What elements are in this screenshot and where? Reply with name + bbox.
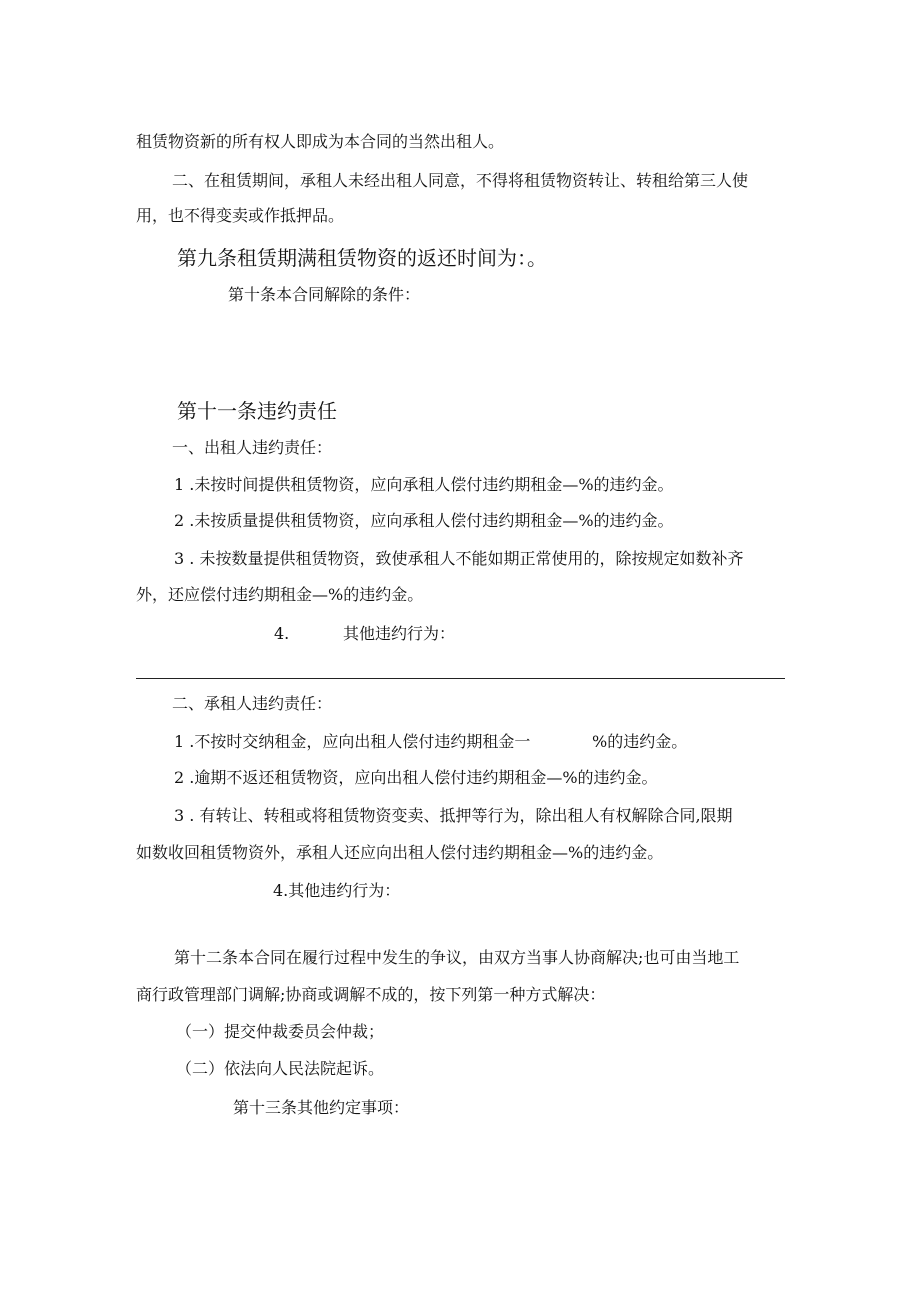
- dispute-option-1: （一）提交仲裁委员会仲裁；: [176, 1022, 385, 1041]
- lessee-item-1-part-2: %的违约金。: [592, 732, 688, 751]
- lessee-item-4: 4.其他违约行为：: [273, 881, 401, 900]
- lessee-item-3-line-1: 3 . 有转让、转租或将租赁物资变卖、抵押等行为，除出租人有权解除合同,限期: [174, 806, 733, 825]
- lessor-liability-heading: 一、出租人违约责任：: [172, 438, 333, 457]
- lessee-item-1-part-1: 1 .不按时交纳租金，应向出租人偿付违约期租金一: [174, 732, 531, 751]
- lessee-item-2: 2 .逾期不返还租赁物资，应向出租人偿付违约期租金—%的违约金。: [174, 768, 658, 787]
- paragraph-sublease-line-2: 用，也不得变卖或作抵押品。: [136, 206, 345, 225]
- lessee-item-3-line-2: 如数收回租赁物资外，承租人还应向出租人偿付违约期租金—%的违约金。: [136, 843, 664, 862]
- lessor-item-4-number: 4.: [274, 624, 290, 643]
- article-13-other-terms: 第十三条其他约定事项：: [233, 1098, 410, 1117]
- lessor-item-3-line-1: 3 . 未按数量提供租赁物资，致使承租人不能如期正常使用的，除按规定如数补齐: [174, 549, 744, 568]
- lessor-item-3-line-2: 外，还应偿付违约期租金—%的违约金。: [136, 585, 424, 604]
- dispute-option-2: （二）依法向人民法院起诉。: [176, 1059, 385, 1078]
- lessor-item-1: 1 .未按时间提供租赁物资，应向承租人偿付违约期租金—%的违约金。: [174, 475, 674, 494]
- article-10-termination: 第十条本合同解除的条件：: [228, 285, 421, 304]
- paragraph-sublease-line-1: 二、在租赁期间，承租人未经出租人同意，不得将租赁物资转让、转租给第三人使: [172, 171, 749, 190]
- article-12-line-1: 第十二条本合同在履行过程中发生的争议，由双方当事人协商解决;也可由当地工: [174, 948, 740, 967]
- article-11-heading: 第十一条违约责任: [177, 399, 337, 423]
- fill-in-line: [136, 678, 785, 679]
- lessor-item-2: 2 .未按质量提供租赁物资，应向承租人偿付违约期租金—%的违约金。: [174, 511, 674, 530]
- article-9-return-time: 第九条租赁期满租赁物资的返还时间为：。: [177, 246, 547, 270]
- article-12-line-2: 商行政管理部门调解;协商或调解不成的，按下列第一种方式解决：: [136, 985, 606, 1004]
- paragraph-ownership: 租赁物资新的所有权人即成为本合同的当然出租人。: [136, 132, 505, 151]
- lessor-item-4-text: 其他违约行为：: [343, 624, 456, 643]
- lessee-liability-heading: 二、承租人违约责任：: [172, 694, 333, 713]
